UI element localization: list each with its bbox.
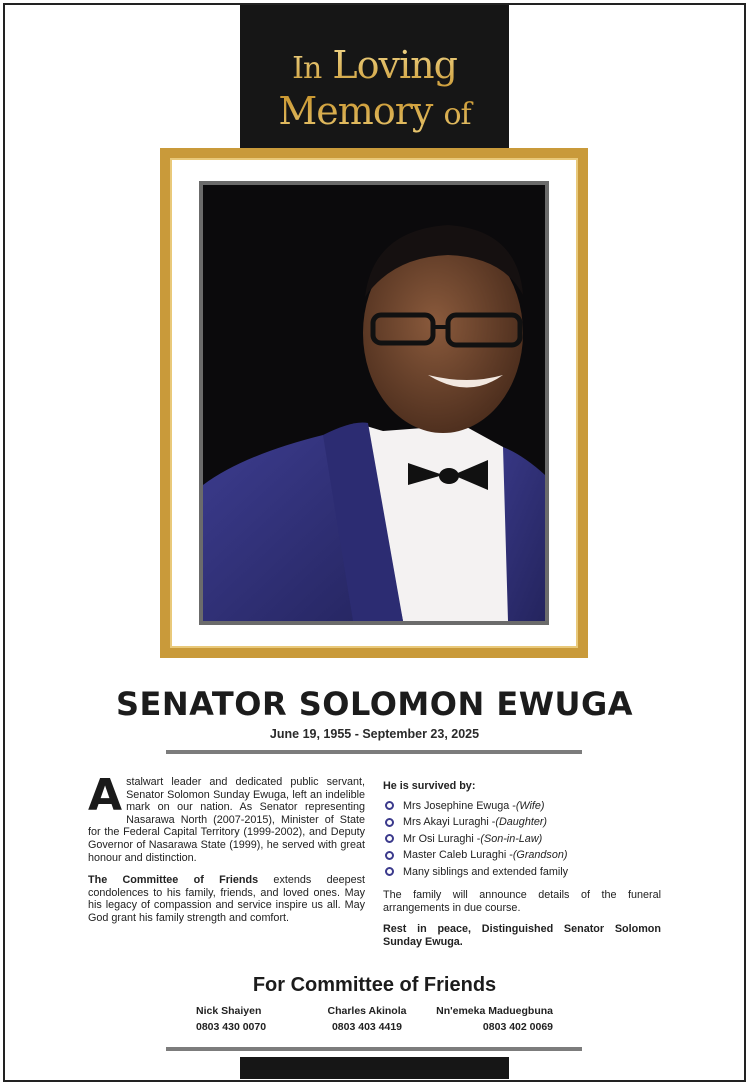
member-name: Nn'emeka Maduegbuna bbox=[436, 1005, 553, 1017]
member-name: Nick Shaiyen bbox=[196, 1005, 262, 1017]
list-item: Mr Osi Luraghi - (Son-in-Law) bbox=[383, 831, 661, 848]
list-item: Mrs Akayi Luraghi - (Daughter) bbox=[383, 814, 661, 831]
member-phone: 0803 403 4419 bbox=[331, 1021, 403, 1033]
survivors-heading: He is survived by: bbox=[383, 780, 476, 792]
rest-in-peace: Rest in peace, Distinguished Senator Solomon Sunday Ewuga. bbox=[383, 923, 661, 948]
survivors-column bbox=[383, 780, 661, 957]
survivors-list bbox=[383, 798, 661, 881]
list-item: Master Caleb Luraghi - (Grandson) bbox=[383, 847, 661, 864]
portrait-photo bbox=[199, 181, 549, 625]
footer-band bbox=[240, 1057, 509, 1079]
member-phone: 0803 402 0069 bbox=[482, 1021, 553, 1033]
committee-member bbox=[428, 1003, 553, 1035]
divider-bottom bbox=[166, 1047, 582, 1051]
memorial-title: In Loving Memory of bbox=[240, 44, 509, 136]
member-name: Charles Akinola bbox=[327, 1005, 407, 1017]
member-phone: 0803 430 0070 bbox=[196, 1021, 267, 1033]
drop-cap: A bbox=[88, 770, 123, 821]
list-item: Mrs Josephine Ewuga - (Wife) bbox=[383, 798, 661, 815]
divider-top bbox=[166, 750, 582, 754]
tribute-paragraph-2: The Committee of Friends extends deepest condolences to his family, friends, and loved ones. May his legacy of compassion and service inspire us all. May God grant his family strength and comfort. bbox=[88, 874, 365, 924]
committee-title: For Committee of Friends bbox=[252, 974, 497, 996]
list-item: Many siblings and extended family bbox=[383, 864, 661, 881]
tribute-column bbox=[88, 770, 365, 935]
committee-member bbox=[312, 1003, 422, 1035]
tribute-paragraph-1: Astalwart leader and dedicated public servant, Senator Solomon Sunday Ewuga, left an indelible mark on our nation. As Senator representing Nasarawa North (2007-2015), Minister of State for the Federal Capital Territory (1999-2002), and Deputy Governor of Nasarawa State (1999), he served with great honour and distinction. bbox=[88, 770, 365, 864]
bullet-icon bbox=[385, 801, 394, 810]
bullet-icon bbox=[385, 818, 394, 827]
life-dates: June 19, 1955 - September 23, 2025 bbox=[269, 727, 480, 741]
bullet-icon bbox=[385, 867, 394, 876]
portrait-image bbox=[203, 185, 545, 621]
bullet-icon bbox=[385, 851, 394, 860]
deceased-name: SENATOR SOLOMON EWUGA bbox=[115, 685, 634, 723]
bullet-icon bbox=[385, 834, 394, 843]
committee-member bbox=[196, 1003, 266, 1035]
funeral-announcement: The family will announce details of the funeral arrangements in due course. bbox=[383, 889, 661, 914]
